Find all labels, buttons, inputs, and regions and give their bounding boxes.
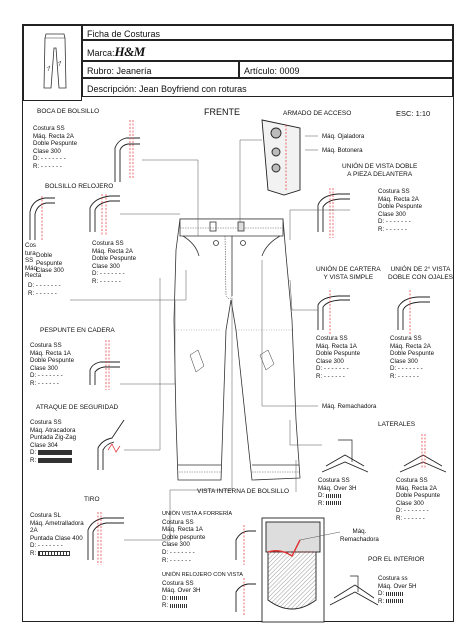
remachadora-2-label: Máq. Remachadora xyxy=(340,528,379,543)
tiro-title: TIRO xyxy=(84,496,100,503)
remachadora-label: Máq. Remachadora xyxy=(322,403,377,410)
armado-acceso-title: ARMADO DE ACCESO xyxy=(283,110,352,117)
seam-diagram-forreria xyxy=(236,525,256,565)
jean-front-drawing xyxy=(174,219,300,480)
relojero-vista-specs: UNIÓN RELOJERO CON VISTA Costura SS Máq. Over 3H D: R: xyxy=(162,572,244,610)
seam-diagram-laterales-left xyxy=(322,440,368,472)
fly-detail-drawing xyxy=(262,120,300,195)
por-interior-specs: Costura ss Máq. Over 5H D: R: xyxy=(378,575,417,605)
seam-diagram-tiro xyxy=(88,512,124,565)
forreria-specs: UNIÓN VISTA A FORRERÍA Costura SS Máq. Recta 1A Doble pespunte Clase 300 D: - - - - - - - R: - - - - - - xyxy=(162,511,233,564)
boca-bolsillo-title: BOCA DE BOLSILLO xyxy=(37,108,100,115)
pocket-interior-drawing xyxy=(262,518,324,622)
relojero-left-specs: Cos tura SS Máq. Recta xyxy=(25,242,42,280)
rubro-field: Rubro: Jeanería xyxy=(82,61,239,78)
boca-bolsillo-specs: Costura SS Máq. Recta 2A Doble Pespunte Clase 300 D: - - - - - - - R: - - - - - - xyxy=(33,125,78,170)
relojero-right-specs: Costura SS Máq. Recta 2A Doble Pespunte Clase 300 D: - - - - - - - R: - - - - - - xyxy=(92,240,137,285)
tiro-specs: Costura SL Máq. Ametralladora 2A Puntada Clase 400 D: - - - - - - - R: xyxy=(30,512,84,557)
vista-doble-specs: Costura SS Máq. Recta 2A Doble Pespunte Clase 300 D: - - - - - - - R: - - - - - - xyxy=(378,188,423,233)
seam-diagram-cartera xyxy=(318,290,350,334)
descripcion-field: Descripción: Jean Boyfriend con roturas xyxy=(82,78,453,97)
seam-diagram-atraque xyxy=(98,420,124,470)
cartera-specs: Costura SS Máq. Recta 1A Doble Pespunte Clase 300 D: - - - - - - - R: - - - - - - xyxy=(316,335,361,380)
seam-diagram-laterales-right xyxy=(400,434,446,472)
relojero-overlap-text: Doble Pespunte Clase 300 xyxy=(36,252,64,275)
atraque-title: ATRAQUE DE SEGURIDAD xyxy=(36,404,119,411)
articulo-field: Artículo: 0009 xyxy=(239,61,453,78)
por-interior-title: POR EL INTERIOR xyxy=(368,556,425,563)
brand-label: Marca: xyxy=(87,48,115,58)
laterales-right-specs: Costura SS Máq. Recta 2A Doble Pespunte Clase 300 D: - - - - - - - R: - - - - - - xyxy=(396,477,441,522)
seam-diagram-boca-bolsillo xyxy=(115,120,140,182)
segunda-vista-specs: Costura SS Máq. Recta 2A Doble Pespunte Clase 300 D: - - - - - - - R: - - - - - - xyxy=(390,335,435,380)
segunda-vista-title: UNIÓN DE 2° VISTA DOBLE CON OJALES xyxy=(388,266,454,281)
relojero-left-dr: D: - - - - - - - R: - - - - - - xyxy=(28,282,61,297)
ojaladora-label: Máq. Ojaladora xyxy=(322,133,365,140)
cadera-title: PESPUNTE EN CADERA xyxy=(40,327,115,334)
cadera-specs: Costura SS Máq. Recta 1A Doble Pespunte Clase 300 D: - - - - - - - R: - - - - - - xyxy=(30,342,75,387)
cartera-title: UNIÓN DE CARTERA Y VISTA SIMPLE xyxy=(316,266,381,281)
bolsillo-relojero-title: BOLSILLO RELOJERO xyxy=(45,183,114,190)
seam-diagram-2da-vista xyxy=(398,290,430,334)
laterales-left-specs: Costura SS Máq. Over 3H D: R: xyxy=(318,477,357,507)
sheet-title: Ficha de Costuras xyxy=(82,25,453,40)
laterales-title: LATERALES xyxy=(378,421,416,428)
seam-diagram-vista-doble xyxy=(318,188,350,238)
view-title: FRENTE xyxy=(204,107,240,117)
seam-diagram-relojero-left xyxy=(30,196,55,240)
botonera-label: Máq. Botonera xyxy=(322,147,363,154)
seam-diagram-cadera xyxy=(90,340,120,390)
vista-interna-title: VISTA INTERNA DE BOLSILLO xyxy=(197,488,289,495)
atraque-specs: Costura SS Máq. Atracadora Puntada Zig-Zag Clase 304 D: R: xyxy=(30,419,77,464)
seam-diagram-relojero-right xyxy=(90,194,120,235)
brand-logo: H&M xyxy=(114,44,145,59)
seam-diagram-por-interior xyxy=(330,576,378,605)
scale-label: ESC: 1:10 xyxy=(396,109,431,118)
vista-doble-title: UNIÓN DE VISTA DOBLE A PIEZA DELANTERA xyxy=(342,163,418,178)
